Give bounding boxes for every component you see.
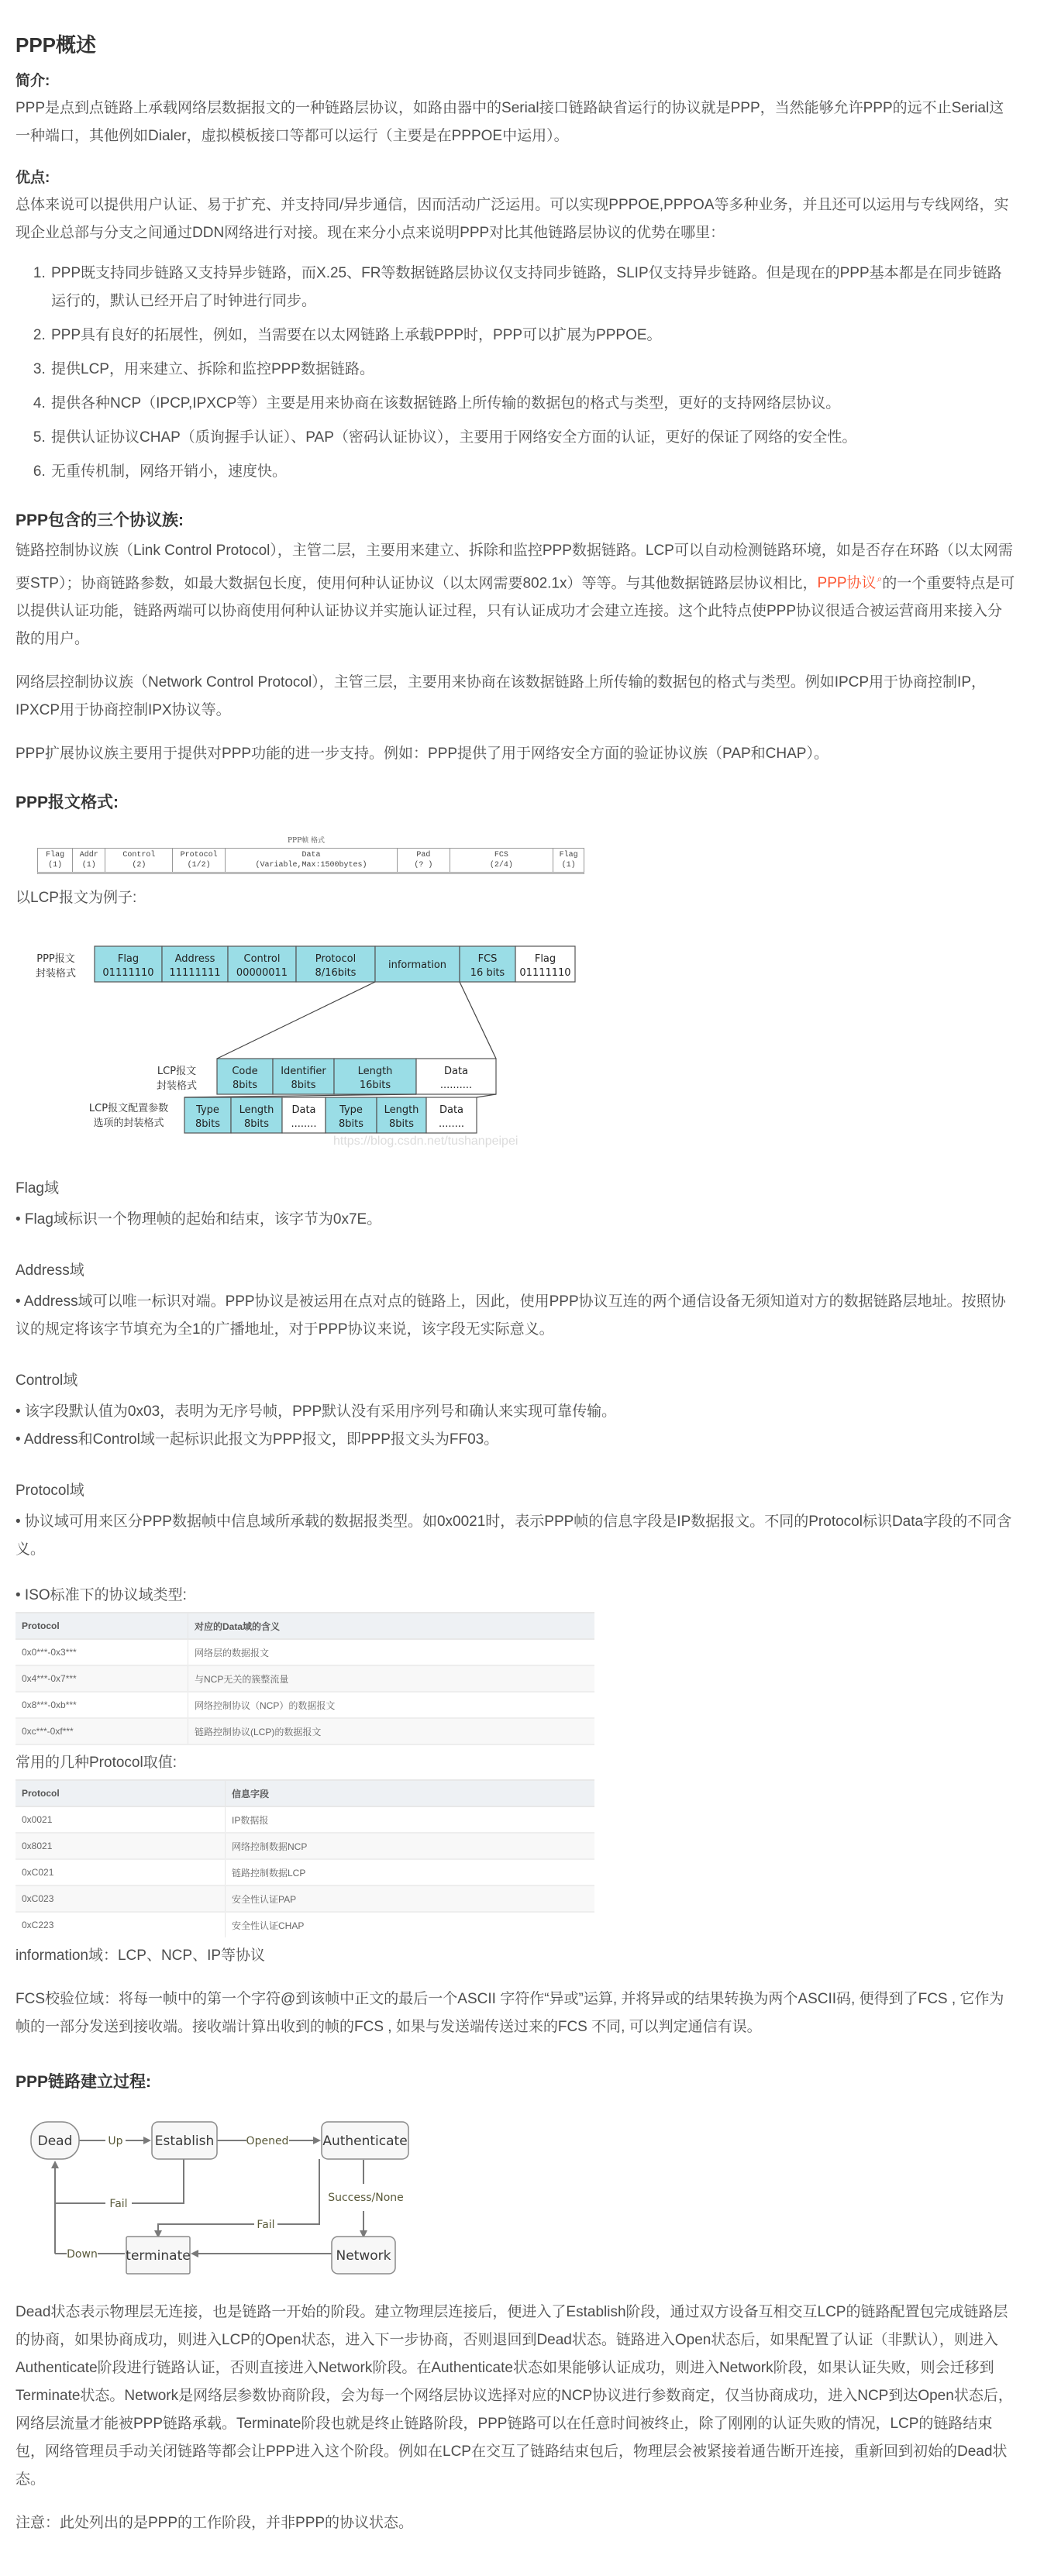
table-cell: 链路控制协议(LCP)的数据报文: [188, 1718, 595, 1744]
svg-text:Length: Length: [357, 1066, 393, 1078]
ppp-frame-format: [37, 848, 584, 874]
list-item: 4. 提供各种NCP（IPCP,IPXCP等）主要是用来协商在该数据链路上所传输的数据包的格式与类型，更好的支持网络层协议。: [50, 390, 1015, 418]
control-bullet: • 该字段默认值为0x03，表明为无序号帧，PPP默认没有采用序列号和确认来实现可靠传输。: [16, 1403, 617, 1421]
frame-field: Data (Variable,Max:1500bytes): [226, 849, 398, 872]
table-cell: 0xC023: [16, 1886, 226, 1912]
table-cell: 0x8021: [16, 1833, 226, 1859]
table-cell: 网络控制数据NCP: [226, 1833, 595, 1859]
common-protocol-table: [16, 1779, 594, 1937]
table-row: [16, 1806, 594, 1833]
table-header: Protocol: [16, 1780, 226, 1806]
edge-success-label: Success/None: [328, 2192, 404, 2205]
control-field-title: Control域: [16, 1372, 78, 1390]
svg-text:Flag: Flag: [117, 953, 140, 966]
ext-family-text: PPP扩展协议族主要用于提供对PPP功能的进一步支持。例如：PPP提供了用于网络安全方面的验证协议族（PAP和CHAP）。: [16, 746, 829, 763]
svg-text:LCP报文配置参数: LCP报文配置参数: [88, 1103, 169, 1115]
svg-text:Address: Address: [174, 953, 215, 966]
svg-text:8bits: 8bits: [232, 1080, 258, 1092]
svg-text:Type: Type: [196, 1104, 219, 1117]
list-item: 6. 无重传机制，网络开销小，速度快。: [50, 458, 1015, 486]
table-cell: 0x0021: [16, 1806, 226, 1833]
svg-text:LCP报文: LCP报文: [157, 1066, 197, 1078]
families-heading: PPP包含的三个协议族:: [16, 511, 184, 529]
list-item: 2. PPP具有良好的拓展性，例如，当需要在以太网链路上承载PPP时，PPP可以扩展为PPPOE。: [50, 322, 1015, 350]
frame-field: Control (2): [105, 849, 173, 872]
table-cell: 链路控制数据LCP: [226, 1859, 595, 1886]
svg-text:PPP报文: PPP报文: [36, 953, 75, 966]
table-cell: 0x8***-0xb***: [16, 1692, 188, 1718]
svg-text:8/16bits: 8/16bits: [315, 967, 357, 980]
edge-opened-label: Opened: [246, 2135, 289, 2148]
list-item: 1. PPP既支持同步链路又支持异步链路，而X.25、FR等数据链路层协议仅支持同步链路，SLIP仅支持异步链路。但是现在的PPP基本都是在同步链路运行的，默认已经开启了时钟进行同步。: [50, 260, 1015, 315]
svg-text:Data: Data: [443, 1066, 469, 1078]
ncp-family-text: 网络层控制协议族（Network Control Protocol），主管三层，主要用来协商在该数据链路上所传输的数据包的格式与类型。例如IPCP用于协商控制IP，IPXCP用于协商控制IPX协议等。: [16, 674, 986, 719]
table-cell: 0x0***-0x3***: [16, 1639, 188, 1665]
svg-text:Protocol: Protocol: [315, 953, 357, 966]
flag-bullet: • Flag域标识一个物理帧的起始和结束，该字节为0x7E。: [16, 1211, 382, 1228]
table-cell: 网络层的数据报文: [188, 1639, 595, 1665]
state-establish: Establish: [154, 2133, 215, 2150]
svg-text:........: ........: [438, 1118, 465, 1131]
establish-note: 注意：此处列出的是PPP的工作阶段，并非PPP的协议状态。: [16, 2515, 414, 2532]
table-row: [16, 1859, 594, 1886]
svg-text:01111110: 01111110: [519, 967, 571, 980]
svg-text:11111111: 11111111: [169, 967, 221, 980]
edge-fail-label: Fail: [109, 2198, 128, 2211]
svg-text:Type: Type: [339, 1104, 363, 1117]
table-row: [16, 1692, 594, 1718]
table-cell: 网络控制协议（NCP）的数据报文: [188, 1692, 595, 1718]
protocol-bullet: • 协议域可用来区分PPP数据帧中信息域所承载的数据报类型。如0x0021时，表示PPP帧的信息字段是IP数据报文。不同的Protocol标识Data字段的不同含义。: [16, 1514, 1012, 1558]
svg-text:information: information: [388, 959, 447, 972]
lcp-family-text: [16, 537, 1015, 653]
frame-field: FCS (2/4): [450, 849, 554, 872]
flag-field-title: Flag域: [16, 1180, 59, 1197]
svg-text:..........: ..........: [439, 1080, 473, 1092]
format-heading: PPP报文格式:: [16, 794, 119, 812]
intro-text: PPP是点到点链路上承载网络层数据报文的一种链路层协议，如路由器中的Serial接口链路缺省运行的协议就是PPP，当然能够允许PPP的远不止Serial这一种端口，其他例如Dialer，虚拟模板接口等都可以运行（主要是在PPPOE中运用）。: [16, 100, 1004, 144]
svg-text:Data: Data: [439, 1104, 464, 1117]
edge-fail-label: Fail: [257, 2219, 275, 2232]
list-item: 5. 提供认证协议CHAP（质询握手认证）、PAP（密码认证协议），主要用于网络安全方面的认证，更好的保证了网络的安全性。: [50, 424, 1015, 452]
svg-text:Length: Length: [384, 1104, 419, 1117]
iso-protocol-table: [16, 1612, 594, 1745]
edge-down-label: Down: [67, 2248, 98, 2261]
table-row: [16, 1718, 594, 1744]
svg-text:16 bits: 16 bits: [470, 967, 505, 980]
watermark: https://blog.csdn.net/tushanpeipei: [333, 1135, 518, 1149]
table-cell: 0x4***-0x7***: [16, 1665, 188, 1692]
table-cell: 安全性认证CHAP: [232, 1920, 305, 1931]
intro-heading: 简介:: [16, 73, 50, 89]
svg-text:16bits: 16bits: [359, 1080, 391, 1092]
table-cell: 0xc***-0xf***: [16, 1718, 188, 1744]
svg-text:Data: Data: [291, 1104, 316, 1117]
svg-text:FCS: FCS: [477, 953, 498, 966]
table-cell: 0xC021: [16, 1859, 226, 1886]
page-title: PPP概述: [16, 33, 97, 57]
frame-caption: PPP帧 格式: [287, 837, 326, 845]
svg-text:选项的封装格式: 选项的封装格式: [93, 1118, 164, 1130]
svg-text:8bits: 8bits: [388, 1118, 415, 1131]
establish-description: Dead状态表示物理层无连接，也是链路一开始的阶段。建立物理层连接后，便进入了Establish阶段，通过双方设备互相交互LCP的链路配置包完成链路层的协商，如果协商成功，则进入LCP的Open状态，进入下一步协商，否则退回到Dead状态。链路进入Open状态后，如果配置了认证（非默认），则进入Authenticate阶段进行链路认证，否则直接进入Network阶段。在Authenticate状态如果能够认证成功，则进入Network阶段，如果认证失败，则会迁移到Terminate状态。Network是网络层参数协商阶段，会为每一个网络层协议选择对应的NCP协议进行参数商定，仅当协商成功，进入NCP到达Open状态后，网络层流量才能被PPP链路承载。Terminate阶段也就是终止链路阶段，PPP链路可以在任意时间被终止，除了刚刚的认证失败的情况，LCP的链路结束包，网络管理员手动关闭链路等都会让PPP进入这个阶段。例如在LCP在交互了链路结束包后，物理层会被紧接着通告断开连接，重新回到初始的Dead状态。: [16, 2304, 1013, 2488]
table-header: Protocol: [16, 1613, 188, 1639]
lcp-text-after: 的一个重要特点是可以提供认证功能，链路两端可以协商使用何种认证协议并实施认证过程，只有认证成功才会建立连接。这个此特点使PPP协议很适合被运营商用来接入分散的用户。: [16, 575, 1015, 648]
svg-text:Flag: Flag: [534, 953, 556, 966]
lcp-example-label: 以LCP报文为例子:: [16, 890, 137, 907]
svg-text:8bits: 8bits: [291, 1080, 316, 1092]
table-row: [16, 1886, 594, 1912]
table-cell: 0xC223: [16, 1912, 226, 1937]
control-bullet: • Address和Control域一起标识此报文为PPP报文，即PPP报文头为FF03。: [16, 1431, 499, 1448]
table-row: [16, 1665, 594, 1692]
table-header-row: [16, 1780, 594, 1806]
table-header-row: [16, 1613, 594, 1639]
lcp-text-before: 链路控制协议族（Link Control Protocol），主管二层，主要用来建立、拆除和监控PPP数据链路。LCP可以自动检测链路环境，如是否存在环路（以太网需要STP）；协商链路参数，如最大数据包长度，使用何种认证协议（以太网需要802.1x）等等。与其他数据链路层协议相比，: [16, 542, 1013, 592]
frame-field: Addr (1): [73, 849, 105, 872]
state-authenticate: Authenticate: [322, 2133, 408, 2150]
advantages-text: 总体来说可以提供用户认证、易于扩充、并支持同/异步通信，因而活动广泛运用。可以实现PPPOE,PPPOA等多种业务，并且还可以运用与专线网络，实现企业总部与分支之间通过DDN网络进行对接。现在来分小点来说明PPP对比其他链路层协议的优势在哪里：: [16, 197, 1009, 241]
table-header: 对应的Data域的含义: [188, 1613, 595, 1639]
advantages-heading: 优点:: [16, 170, 50, 186]
edge-up-label: Up: [108, 2135, 123, 2148]
svg-text:Length: Length: [239, 1104, 274, 1117]
link-state-diagram: [16, 2099, 605, 2277]
table-header: 信息字段: [226, 1780, 595, 1806]
search-icon: ⌕: [877, 573, 883, 584]
svg-text:8bits: 8bits: [243, 1118, 270, 1131]
frame-field: Flag (1): [559, 851, 578, 870]
address-bullet: • Address域可以唯一标识对端。PPP协议是被运用在点对点的链路上，因此，使用PPP协议互连的两个通信设备无须知道对方的数据链路层地址。按照协议的规定将该字节填充为全1的广播地址，对于PPP协议来说，该字段无实际意义。: [16, 1293, 1006, 1338]
ppp-protocol-link[interactable]: [818, 575, 883, 591]
table-row: [16, 1833, 594, 1859]
table-cell: 与NCP无关的簇整流量: [188, 1665, 595, 1692]
link-label: PPP协议: [817, 575, 877, 592]
information-field-text: information域：LCP、NCP、IP等协议: [16, 1947, 266, 1965]
svg-text:00000011: 00000011: [236, 967, 288, 980]
table-cell: IP数据报: [226, 1806, 595, 1833]
svg-text:Identifier: Identifier: [281, 1066, 326, 1078]
lcp-encapsulation-diagram: [16, 911, 589, 1152]
svg-text:Code: Code: [232, 1066, 258, 1078]
svg-text:8bits: 8bits: [195, 1118, 221, 1131]
fcs-field-text: FCS校验位域：将每一帧中的第一个字符@到该帧中正文的最后一个ASCII 字符作“异或”运算, 并将异或的结果转换为两个ASCII码, 便得到了FCS , 它作为帧的一部分发送到接收端。接收端计算出收到的帧的FCS , 如果与发送端传送过来的FCS 不同, 可以判定通信有误。: [16, 1991, 1004, 2036]
table-cell: 安全性认证PAP: [226, 1886, 595, 1912]
advantages-list: [16, 260, 1015, 486]
list-item: 3. 提供LCP，用来建立、拆除和监控PPP数据链路。: [50, 356, 1015, 384]
svg-text:Control: Control: [243, 953, 281, 966]
common-table-label: 常用的几种Protocol取值:: [16, 1755, 177, 1772]
lcp-diagram-graphic: [16, 911, 589, 1152]
protocol-field-title: Protocol域: [16, 1483, 84, 1500]
state-network: Network: [336, 2248, 391, 2264]
iso-table-label: • ISO标准下的协议域类型:: [16, 1587, 187, 1604]
state-dead: Dead: [37, 2133, 73, 2150]
state-terminate: terminate: [126, 2248, 191, 2264]
table-row: [16, 1912, 594, 1937]
frame-field: Pad (? ): [398, 849, 450, 872]
frame-field: Flag (1): [38, 849, 73, 872]
table-row: [16, 1639, 594, 1665]
svg-text:01111110: 01111110: [102, 967, 154, 980]
svg-text:封装格式: 封装格式: [156, 1080, 198, 1093]
frame-field: Protocol (1/2): [173, 849, 225, 872]
address-field-title: Address域: [16, 1262, 84, 1279]
establish-heading: PPP链路建立过程:: [16, 2073, 152, 2092]
state-diagram-graphic: [16, 2099, 605, 2277]
svg-text:封装格式: 封装格式: [35, 968, 77, 980]
svg-text:........: ........: [291, 1118, 317, 1131]
svg-text:8bits: 8bits: [338, 1118, 364, 1131]
